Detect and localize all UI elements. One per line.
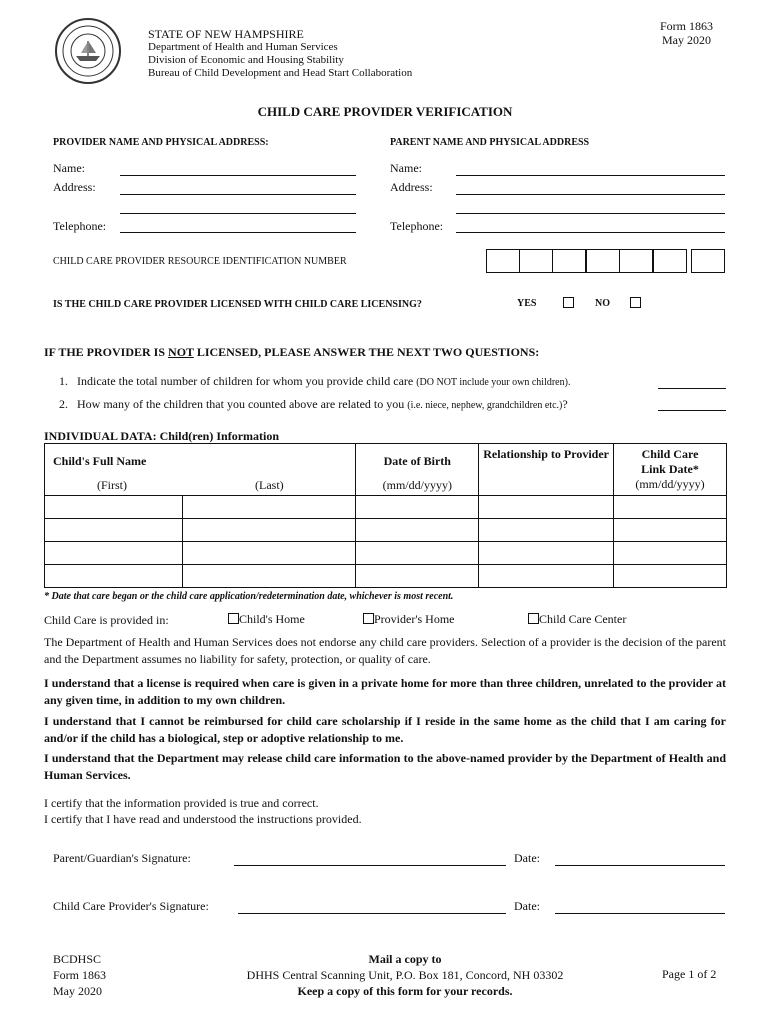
understand-release: I understand that the Department may release child care information to the above-named provider by the Department of Health and Human Services. <box>44 751 726 782</box>
parent-date-label: Date: <box>514 851 540 865</box>
disclaimer-text: The Department of Health and Human Services does not endorse any child care providers. Selection of a provider is the decision of the parent and the Department assumes no liability for safety, protection, or quality of care. <box>44 635 726 666</box>
provider-address-field-2[interactable] <box>120 213 356 214</box>
form-date: May 2020 <box>662 33 711 47</box>
question-1 <box>59 374 570 389</box>
question-2-tail: ? <box>562 397 568 411</box>
not-licensed-heading <box>44 345 539 360</box>
last-name-cell[interactable] <box>182 542 356 565</box>
table-footnote: * Date that care began or the child care application/redetermination date, whichever is most recent. <box>44 591 454 602</box>
question-2-number: 2. <box>59 397 68 411</box>
question-1-text: Indicate the total number of children for whom you provide child care <box>77 374 417 388</box>
provider-address-label: Address: <box>53 180 96 194</box>
link-date-header <box>614 444 727 496</box>
department-name: Department of Health and Human Services <box>148 41 338 53</box>
dob-cell[interactable] <box>356 565 479 588</box>
full-name-label: Child's Full Name <box>53 454 147 468</box>
providers-home-checkbox[interactable] <box>363 613 374 624</box>
provider-name-field[interactable] <box>120 175 356 176</box>
form-number: Form 1863 <box>660 19 714 33</box>
bureau-name: Bureau of Child Development and Head Start Collaboration <box>148 67 413 79</box>
provider-telephone-label: Telephone: <box>53 219 107 233</box>
parent-address-field[interactable] <box>456 194 725 195</box>
children-table <box>44 443 727 588</box>
page-number: Page 1 of 2 <box>662 967 717 981</box>
parent-name-label: Name: <box>390 161 422 175</box>
relationship-cell[interactable] <box>479 496 614 519</box>
parent-heading: PARENT NAME AND PHYSICAL ADDRESS <box>390 137 590 148</box>
question-2-answer[interactable] <box>658 410 726 411</box>
resource-id-cell[interactable] <box>519 249 553 273</box>
individual-data-heading: INDIVIDUAL DATA: Child(ren) Information <box>44 429 280 443</box>
option-providers-home[interactable] <box>363 612 454 627</box>
footer-form-number: Form 1863 <box>53 968 107 982</box>
certify-read: I certify that I have read and understood the instructions provided. <box>44 812 362 826</box>
provider-address-field[interactable] <box>120 194 356 195</box>
footer-form-info <box>53 951 106 999</box>
no-checkbox[interactable] <box>630 297 641 308</box>
form-id <box>660 19 713 47</box>
yes-label: YES <box>517 298 537 309</box>
resource-id-label: CHILD CARE PROVIDER RESOURCE IDENTIFICATION NUMBER <box>53 256 347 267</box>
option-child-care-center[interactable] <box>528 612 626 627</box>
understand-license: I understand that a license is required when care is given in a private home for more than three children, unrelated to the provider at any given time, in addition to my own children. <box>44 676 726 707</box>
not-licensed-prefix: IF THE PROVIDER IS <box>44 345 169 359</box>
footer-form-date: May 2020 <box>53 984 102 998</box>
question-1-note: (DO NOT include your own children). <box>416 377 571 388</box>
first-name-cell[interactable] <box>45 496 183 519</box>
parent-address-label: Address: <box>390 180 433 194</box>
table-row <box>45 565 727 588</box>
parent-telephone-label: Telephone: <box>390 219 444 233</box>
first-name-cell[interactable] <box>45 519 183 542</box>
resource-id-cell[interactable] <box>586 249 620 273</box>
footer-mail-info <box>200 951 610 999</box>
question-2 <box>59 397 568 412</box>
table-row <box>45 542 727 565</box>
providers-home-label: Provider's Home <box>374 612 455 626</box>
full-name-header <box>45 444 356 496</box>
yes-checkbox[interactable] <box>563 297 574 308</box>
footer-keep-copy: Keep a copy of this form for your records. <box>297 984 513 998</box>
state-seal-icon <box>55 18 121 84</box>
child-care-center-checkbox[interactable] <box>528 613 539 624</box>
parent-signature-field[interactable] <box>234 865 506 866</box>
relationship-cell[interactable] <box>479 542 614 565</box>
state-name: STATE OF NEW HAMPSHIRE <box>148 27 304 41</box>
certify-true: I certify that the information provided is true and correct. <box>44 796 319 810</box>
link-date-cell[interactable] <box>614 519 727 542</box>
dob-label: Date of Birth <box>383 454 451 468</box>
not-licensed-suffix: LICENSED, PLEASE ANSWER THE NEXT TWO QUESTIONS: <box>193 345 540 359</box>
provided-in-label: Child Care is provided in: <box>44 613 169 627</box>
provider-telephone-field[interactable] <box>120 232 356 233</box>
table-row <box>45 496 727 519</box>
footer-mail-label: Mail a copy to <box>368 952 442 966</box>
dob-format: (mm/dd/yyyy) <box>382 478 452 492</box>
provider-signature-label: Child Care Provider's Signature: <box>53 899 209 913</box>
provider-date-field[interactable] <box>555 913 725 914</box>
last-name-label: (Last) <box>255 478 284 492</box>
resource-id-cell[interactable] <box>619 249 653 273</box>
first-name-label: (First) <box>97 478 127 492</box>
last-name-cell[interactable] <box>182 519 356 542</box>
first-name-cell[interactable] <box>45 542 183 565</box>
question-2-text: How many of the children that you counted above are related to you <box>77 397 408 411</box>
link-date-format: (mm/dd/yyyy) <box>635 477 705 491</box>
provider-name-label: Name: <box>53 161 85 175</box>
question-2-note: (i.e. niece, nephew, grandchildren etc.) <box>407 400 563 411</box>
dob-cell[interactable] <box>356 542 479 565</box>
question-1-answer[interactable] <box>658 388 726 389</box>
resource-id-cell[interactable] <box>653 249 687 273</box>
dob-cell[interactable] <box>356 496 479 519</box>
licensed-question: IS THE CHILD CARE PROVIDER LICENSED WITH CHILD CARE LICENSING? <box>53 299 422 310</box>
resource-id-cell[interactable] <box>691 249 725 273</box>
resource-id-cell[interactable] <box>486 249 520 273</box>
understand-reimbursement: I understand that I cannot be reimbursed for child care scholarship if I reside in the same home as the child that I am caring for and/or if the child has a biological, step or adoptive relationship to me. <box>44 714 726 745</box>
agency-header <box>148 28 412 80</box>
not-licensed-not: NOT <box>168 345 194 359</box>
provider-date-label: Date: <box>514 899 540 913</box>
link-date-cell[interactable] <box>614 496 727 519</box>
first-name-cell[interactable] <box>45 565 183 588</box>
last-name-cell[interactable] <box>182 496 356 519</box>
provider-heading: PROVIDER NAME AND PHYSICAL ADDRESS: <box>53 137 269 148</box>
parent-telephone-field[interactable] <box>456 232 725 233</box>
childs-home-label: Child's Home <box>239 612 305 626</box>
resource-id-cell[interactable] <box>552 249 586 273</box>
childs-home-checkbox[interactable] <box>228 613 239 624</box>
no-label: NO <box>595 298 610 309</box>
link-date-cell[interactable] <box>614 565 727 588</box>
relationship-header: Relationship to Provider <box>479 444 614 496</box>
table-row <box>45 519 727 542</box>
form-title: CHILD CARE PROVIDER VERIFICATION <box>257 104 513 119</box>
link-date-cell[interactable] <box>614 542 727 565</box>
relationship-cell[interactable] <box>479 565 614 588</box>
dob-header <box>356 444 479 496</box>
dob-cell[interactable] <box>356 519 479 542</box>
option-childs-home[interactable] <box>228 612 305 627</box>
division-name: Division of Economic and Housing Stability <box>148 54 344 66</box>
parent-date-field[interactable] <box>555 865 725 866</box>
parent-name-field[interactable] <box>456 175 725 176</box>
footer-mail-address: DHHS Central Scanning Unit, P.O. Box 181, Concord, NH 03302 <box>246 968 564 982</box>
parent-signature-label: Parent/Guardian's Signature: <box>53 851 191 865</box>
parent-address-field-2[interactable] <box>456 213 725 214</box>
link-date-label: Child Care Link Date* <box>641 447 699 476</box>
relationship-cell[interactable] <box>479 519 614 542</box>
child-care-center-label: Child Care Center <box>539 612 627 626</box>
question-1-number: 1. <box>59 374 68 388</box>
footer-agency: BCDHSC <box>53 952 102 966</box>
provider-signature-field[interactable] <box>238 913 506 914</box>
table-header-row <box>45 444 727 496</box>
last-name-cell[interactable] <box>182 565 356 588</box>
